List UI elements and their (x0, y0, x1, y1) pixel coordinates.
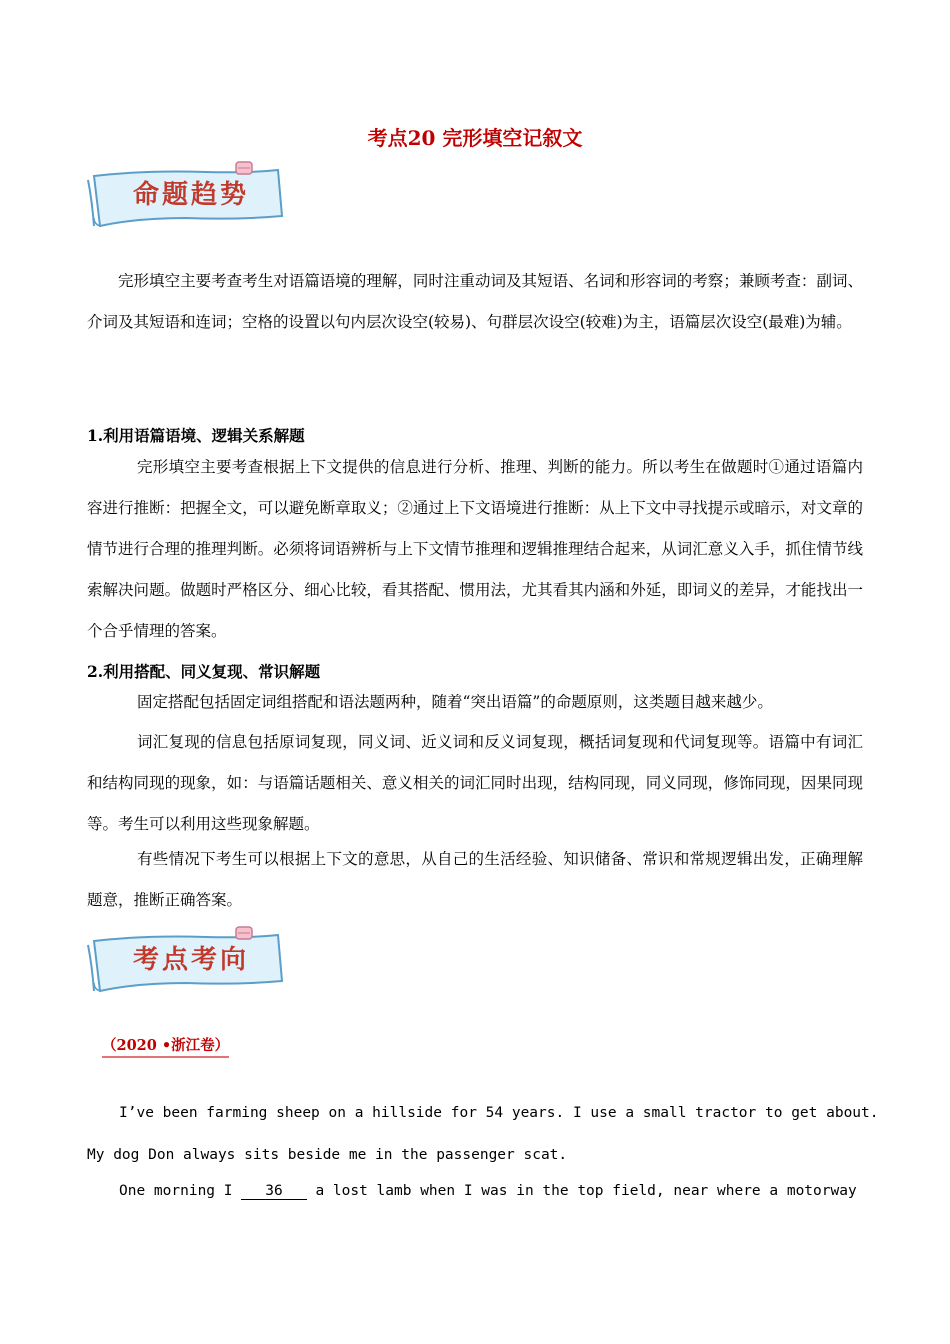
section2-p2: 词汇复现的信息包括原词复现，同义词、近义词和反义词复现，概括词复现和代词复现等。语篇中有词汇和结构同现的现象，如：与语篇话题相关、意义相关的词汇同时出现，结构同现，同义同现，修饰同现，因果同现等。考生可以利用这些现象解题。 (87, 733, 863, 833)
intro-paragraph: 完形填空主要考查考生对语篇语境的理解，同时注重动词及其短语、名词和形容词的考察；兼顾考查：副词、介词及其短语和连词；空格的设置以句内层次设空(较易)、句群层次设空(较难)为主，语篇层次设空(最难)为辅。 (87, 272, 863, 331)
passage-line-3 (119, 1183, 879, 1200)
section2-heading: 2.利用搭配、同义复现、常识解题 (87, 662, 321, 681)
direction-banner-label: 考点考向 (132, 945, 249, 975)
passage-line-2: My dog Don always sits beside me in the passenger scat. (87, 1147, 568, 1163)
answer-blank-36[interactable]: 36 (241, 1183, 306, 1200)
direction-banner (86, 925, 286, 995)
section1-body: 完形填空主要考查根据上下文提供的信息进行分析、推理、判断的能力。所以考生在做题时①通过语篇内容进行推断：把握全文，可以避免断章取义；②通过上下文语境进行推断：从上下文中寻找提示或暗示，对文章的情节进行合理的推理判断。必须将词语辨析与上下文情节推理和逻辑推理结合起来，从词汇意义入手，抓住情节线索解决问题。做题时严格区分、细心比较，看其搭配、惯用法，尤其看其内涵和外延，即词义的差异，才能找出一个合乎情理的答案。 (87, 458, 863, 640)
section1-heading: 1.利用语篇语境、逻辑关系解题 (87, 426, 305, 445)
trend-banner (86, 160, 286, 230)
passage-line-3-end: a lost lamb when I was in the top field, near where a motorway (315, 1183, 857, 1199)
source-label: （2020 •浙江卷） (102, 1034, 229, 1058)
section2-p3: 有些情况下考生可以根据上下文的意思，从自己的生活经验、知识储备、常识和常规逻辑出发，正确理解题意，推断正确答案。 (87, 850, 863, 909)
passage-line-1: I’ve been farming sheep on a hillside for 54 years. I use a small tractor to get about. (119, 1105, 879, 1121)
trend-banner-label: 命题趋势 (132, 180, 249, 210)
passage-line-3-start: One morning I (119, 1183, 233, 1199)
page-title: 考点20 完形填空记叙文 (367, 126, 583, 150)
section2-p1: 固定搭配包括固定词组搭配和语法题两种，随着“突出语篇”的命题原则，这类题目越来越少。 (137, 693, 773, 711)
